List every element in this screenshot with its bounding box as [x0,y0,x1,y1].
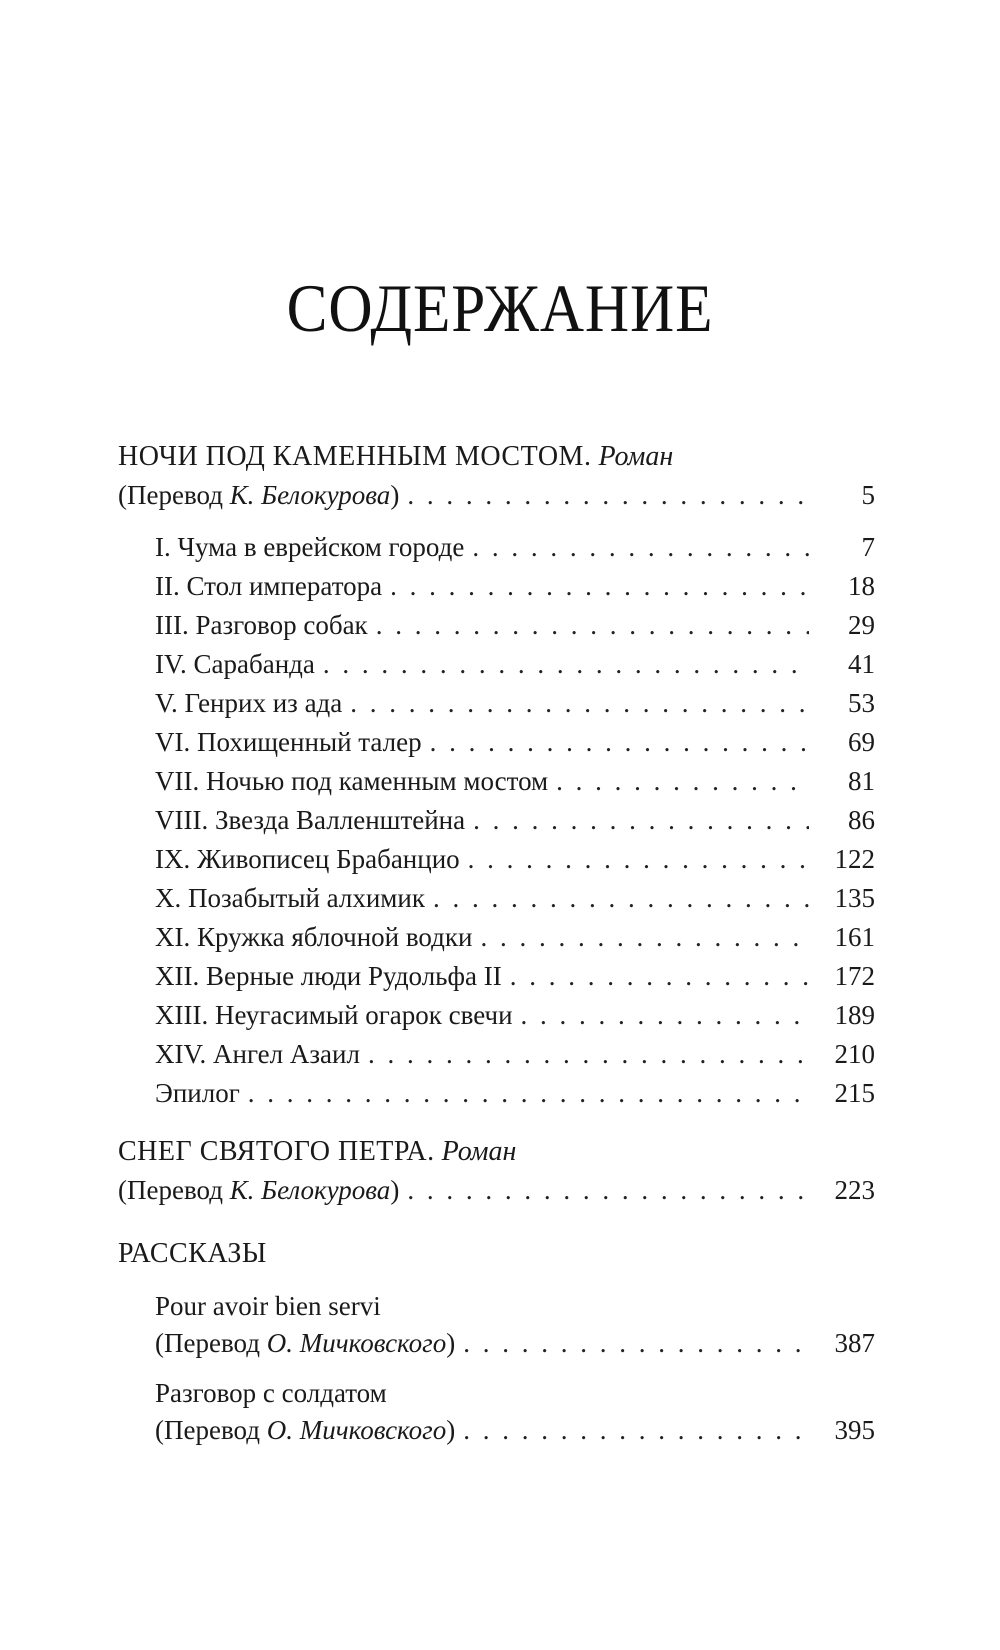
dot-leader [463,1410,809,1450]
page-number: 18 [848,571,875,601]
page-number: 223 [834,1175,875,1205]
toc-entry-chapter[interactable] [155,605,875,645]
toc-entry-translation[interactable] [118,475,875,515]
toc-entry-chapter[interactable] [155,839,875,879]
chapter-title: IX. Живописец Брабанцио [155,844,460,874]
dot-leader [350,683,809,723]
dot-leader [407,1170,809,1210]
chapter-title: XIII. Неугасимый огарок свечи [155,1000,513,1030]
translation-credit: (Перевод К. Белокурова) [118,1175,400,1205]
translation-credit: (Перевод О. Мичковского) [155,1415,456,1445]
section-title: РАССКАЗЫ [118,1238,267,1269]
chapter-title: I. Чума в еврейском городе [155,532,465,562]
chapter-title: Эпилог [155,1078,240,1108]
dot-leader [468,839,809,879]
dot-leader [376,605,809,645]
translation-credit: (Перевод О. Мичковского) [155,1328,456,1358]
chapter-title: V. Генрих из ада [155,688,343,718]
section-heading-rasskazy [118,1234,875,1274]
chapter-title: VIII. Звезда Валленштейна [155,805,466,835]
page-number: 41 [848,649,875,679]
page-number: 210 [834,1039,875,1069]
page-number: 161 [834,922,875,952]
chapter-title: VI. Похищенный талер [155,727,422,757]
chapter-title: XI. Кружка яблочной водки [155,922,473,952]
toc-entry-chapter[interactable] [155,1034,875,1074]
page-number: 215 [834,1078,875,1108]
toc-entry-chapter[interactable] [155,683,875,723]
section-heading-nochi [118,437,875,477]
dot-leader [480,917,809,957]
page-number: 7 [861,532,875,562]
dot-leader [463,1323,809,1363]
toc-entry-story[interactable] [155,1410,875,1450]
toc-entry-chapter[interactable] [155,917,875,957]
dot-leader [472,527,809,567]
page-number: 29 [848,610,875,640]
page-number: 5 [861,480,875,510]
dot-leader [556,761,809,801]
chapter-title: III. Разговор собак [155,610,368,640]
page-number: 81 [848,766,875,796]
page-number: 189 [834,1000,875,1030]
dot-leader [323,644,809,684]
dot-leader [390,566,809,606]
toc-entry-chapter[interactable] [155,566,875,606]
page-number: 69 [848,727,875,757]
toc-entry-chapter[interactable] [155,644,875,684]
chapter-title: XII. Верные люди Рудольфа II [155,961,502,991]
toc-entry-chapter[interactable] [155,878,875,918]
chapter-title: II. Стол императора [155,571,383,601]
page-number: 86 [848,805,875,835]
page-number: 122 [834,844,875,874]
dot-leader [433,878,809,918]
dot-leader [407,475,809,515]
dot-leader [430,722,809,762]
toc-entry-chapter[interactable] [155,995,875,1035]
chapter-title: IV. Сарабанда [155,649,315,679]
toc-entry-chapter[interactable] [155,722,875,762]
story-title: Pour avoir bien servi [155,1291,381,1321]
toc-entry-chapter[interactable] [155,956,875,996]
dot-leader [368,1034,809,1074]
page-title: СОДЕРЖАНИЕ [286,270,714,346]
chapter-title: X. Позабытый алхимик [155,883,425,913]
dot-leader [473,800,809,840]
dot-leader [248,1073,809,1113]
toc-entry-story[interactable] [155,1323,875,1363]
section-genre: Роман [598,441,674,472]
section-title: НОЧИ ПОД КАМЕННЫМ МОСТОМ. [118,441,592,472]
toc-entry-chapter[interactable] [155,800,875,840]
section-genre: Роман [441,1136,517,1167]
page-number: 172 [834,961,875,991]
toc-entry-chapter[interactable] [155,527,875,567]
section-title: СНЕГ СВЯТОГО ПЕТРА. [118,1136,435,1167]
dot-leader [521,995,809,1035]
page-number: 395 [834,1415,875,1445]
page-number: 135 [834,883,875,913]
chapter-title: VII. Ночью под каменным мостом [155,766,549,796]
dot-leader [510,956,809,996]
translation-credit: (Перевод К. Белокурова) [118,480,400,510]
toc-entry-chapter[interactable] [155,1073,875,1113]
page-number: 387 [834,1328,875,1358]
section-heading-sneg [118,1132,875,1172]
story-title: Разговор с солдатом [155,1378,387,1408]
toc-entry-translation[interactable] [118,1170,875,1210]
page-number: 53 [848,688,875,718]
chapter-title: XIV. Ангел Азаил [155,1039,360,1069]
toc-entry-chapter[interactable] [155,761,875,801]
